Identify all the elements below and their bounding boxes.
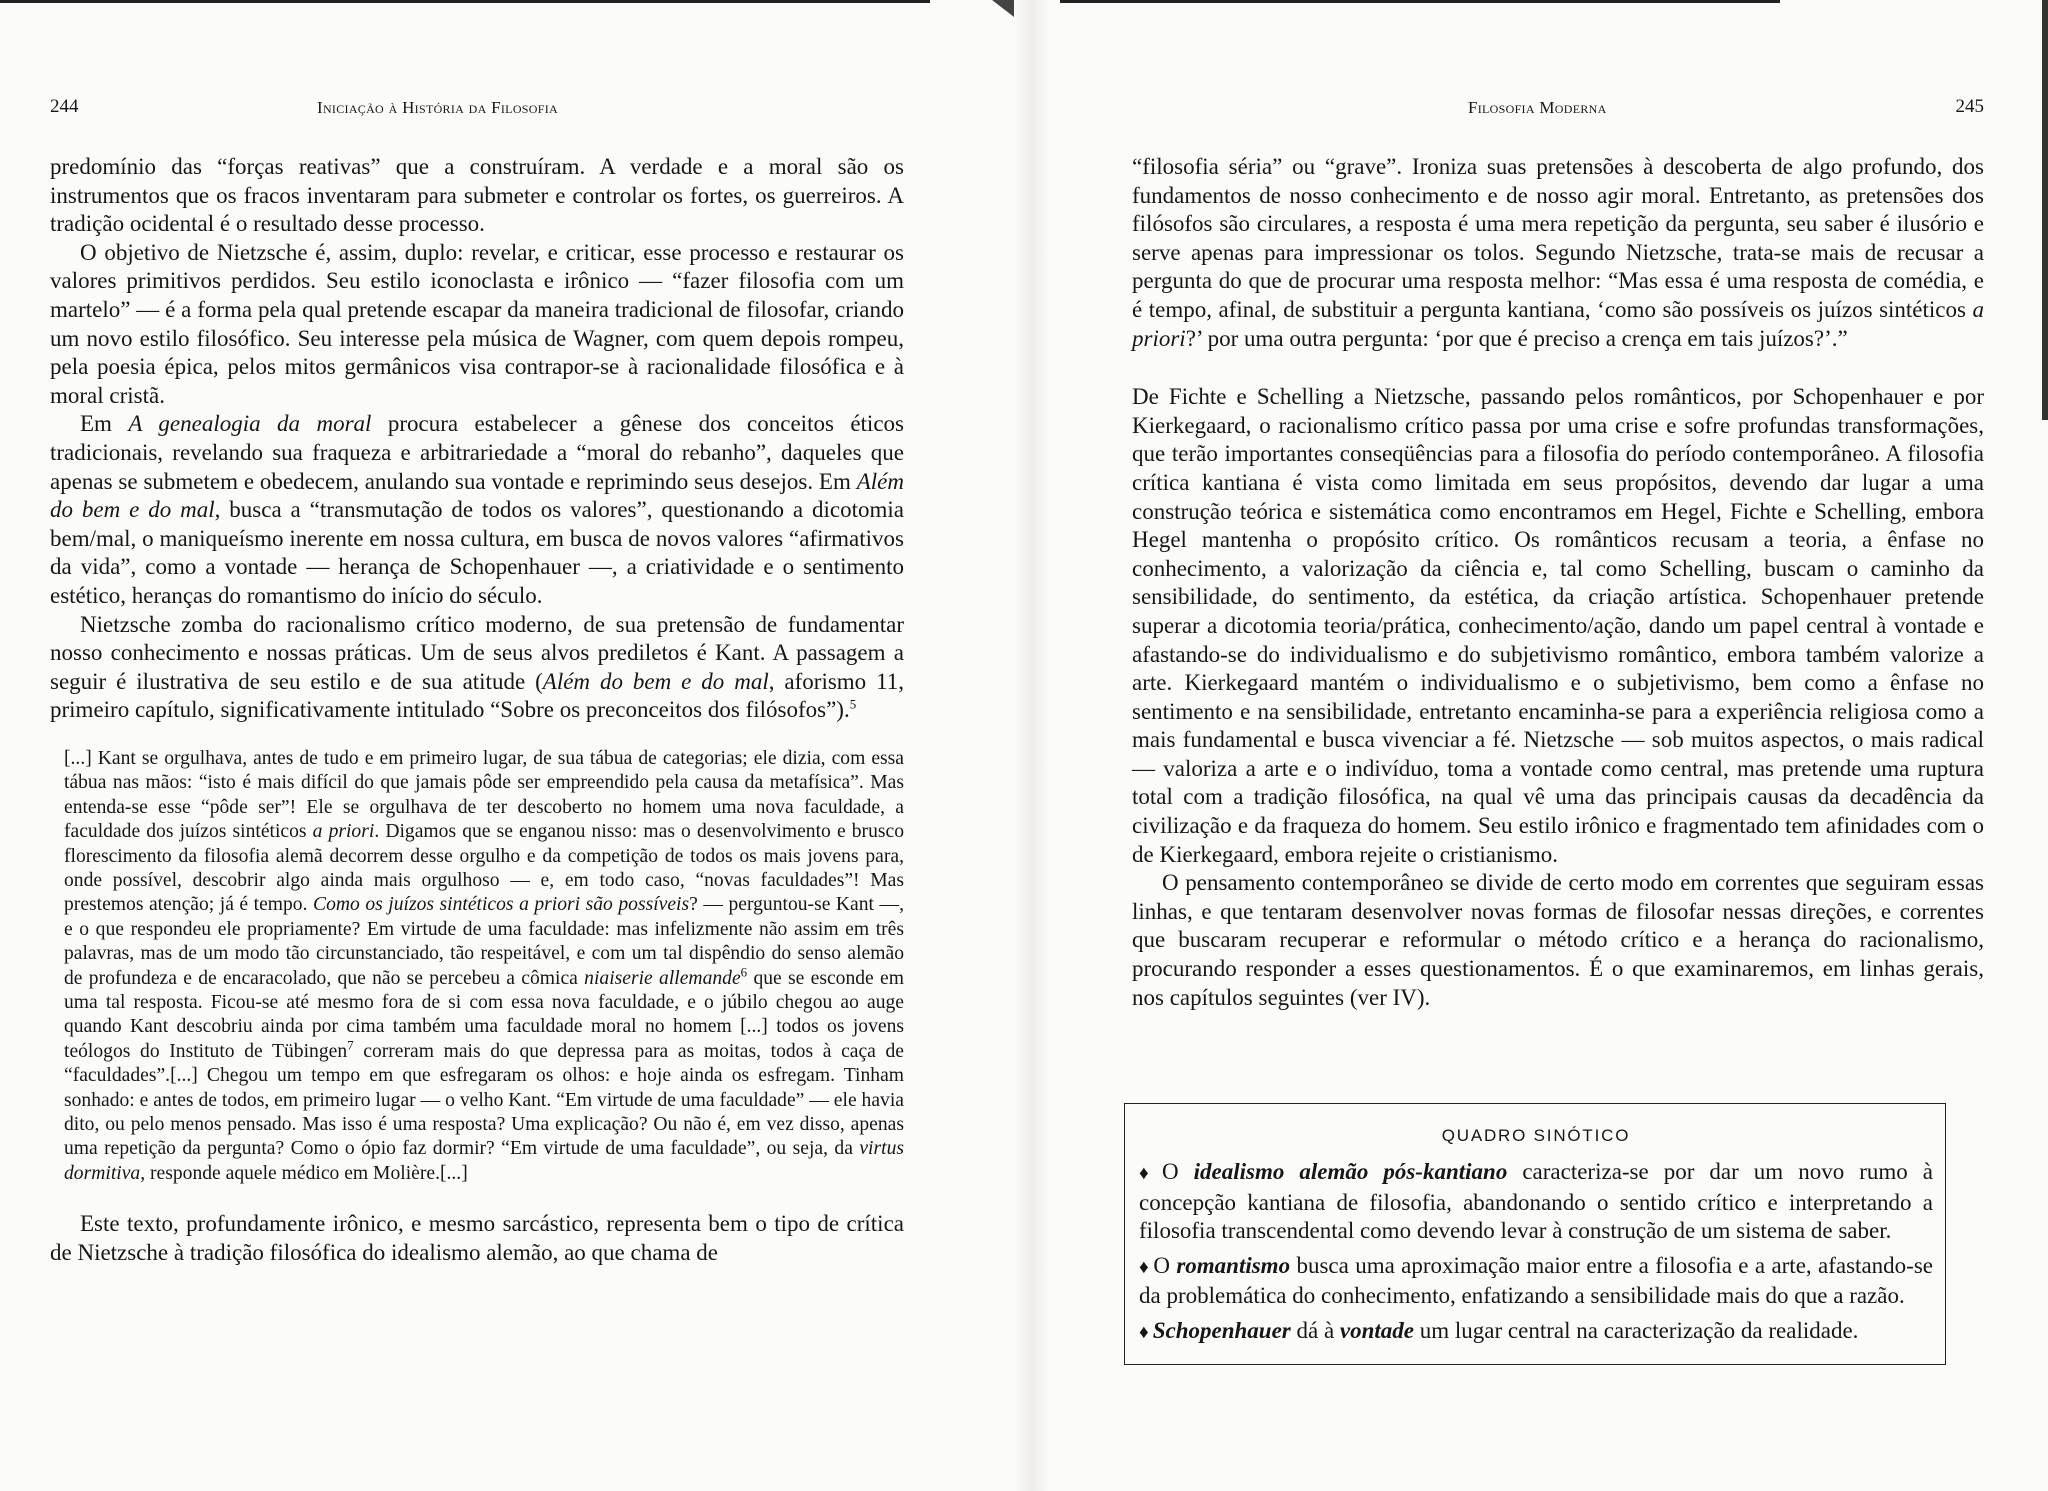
- text-run: , busca a “transmutação de todos os valores”, questionando a dicotomia bem/mal, o maniqueísmo inerente em nossa cultura, em busca de novos valores “afirmativos da vida”, como a vontade — herança de Schopenhauer —, a criatividade e o sentimento estético, heranças do romantismo do início do século.: [50, 497, 905, 608]
- italic-term: niaiserie allemande: [584, 967, 741, 989]
- text-run: procura estabelecer a gênese dos conceitos éticos tradicionais, revelando sua fraqueza e arbitrariedade a “moral do rebanho”, daqueles que apenas se submetem e obedecem, anulando sua vontade e reprimindo seus desejos. Em: [50, 411, 904, 494]
- paragraph: [50, 410, 904, 610]
- text-run: “filosofia séria” ou “grave”. Ironiza suas pretensões à descoberta de algo profundo, dos fundamentos de nosso conhecimento e de nosso agir moral. Entretanto, as pretensões dos filósofos são circulares, a resposta é uma mera repetição da pergunta, seu saber é ilusório e serve apenas para impressionar os tolos. Segundo Nietzsche, trata-se mais de recusar a pergunta do que de procurar uma resposta melhor: “Mas essa é uma resposta de comédia, e é tempo, afinal, de substituir a pergunta kantiana, ‘como são possíveis os juízos sintéticos: [1132, 154, 1984, 322]
- footnote-marker: 6: [740, 964, 748, 979]
- left-running-head: [50, 96, 904, 122]
- text-run: correram mais do que depressa para as moitas, todos à caça de “faculdades”.[...] Chegou um tempo em que esfregaram os olhos: e hoje ainda os esfregam. Tinham sonhado: e antes de todos, em primeiro lugar — o velho Kant. “Em virtude de uma faculdade” — ele havia dito, ou pelo menos pensado. Mas isso é uma resposta? Uma explicação? Ou não é, em vez disso, apenas uma repetição da pergunta? Como o ópio faz dormir? “Em virtude de uma faculdade”, ou seja, da: [64, 1040, 904, 1160]
- key-term: vontade: [1339, 1317, 1415, 1343]
- diamond-bullet-icon: ♦: [1139, 1321, 1149, 1343]
- section-break: [1132, 353, 1984, 383]
- running-title: Filosofia Moderna: [1468, 98, 1607, 117]
- text-run: ? — perguntou-se Kant —, e o que respondeu ele propriamente? Em virtude de uma faculdade: mas infelizmente não assim em três palavras, mas de um modo tão circunstanciado, tão respeitável, e com um tal dispêndio do senso alemão de profundeza e de encaracolado, que não se percebeu a cômica: [64, 894, 905, 989]
- italic-term: Como os juízos sintéticos a priori são possíveis: [313, 894, 690, 916]
- text-run: caracteriza-se por dar um novo rumo à concepção kantiana de filosofia, abandonando o sentido crítico e interpretando a filosofia transcendental como devendo levar à construção de um sistema de saber.: [1139, 1159, 1933, 1244]
- text-run: um lugar central na caracterização da realidade.: [1414, 1317, 1859, 1343]
- paragraph: Este texto, profundamente irônico, e mesmo sarcástico, representa bem o tipo de crítica de Nietzsche à tradição filosófica do idealismo alemão, ao que chama de: [50, 1211, 904, 1265]
- text-run: [...] Kant se orgulhava, antes de tudo e em primeiro lugar, de sua tábua de categorias; ele dizia, com essa tábua nas mãos: “isto é mais difícil do que jamais pôde ser empreendido pela causa da metafísica”. Mas entenda-se esse “pôde ser”! Ele se orgulhava de ter descoberto no homem uma nova faculdade, a faculdade dos juízos sintéticos: [64, 747, 904, 843]
- text-run: . Digamos que se enganou nisso: mas o desenvolvimento e brusco florescimento da filosofia alemã decorrem desse orgulho e da competição de todos os mais jovens para, onde possível, descobrir algo ainda mais orgulhoso — e, em todo caso, “novas faculdades”! Mas prestemos atenção; já é tempo.: [64, 821, 905, 916]
- page-edge-shadow: [2042, 0, 2048, 420]
- book-title: Além do bem e do mal: [50, 468, 904, 523]
- italic-term: a priori: [1132, 296, 1984, 351]
- text-run: Em: [80, 411, 129, 437]
- key-term: romantismo: [1176, 1252, 1291, 1278]
- block-quote: [64, 747, 904, 1186]
- text-run: , aforismo 11, primeiro capítulo, significativamente intitulado “Sobre os preconceitos dos filósofos”).: [50, 668, 905, 723]
- paragraph: predomínio das “forças reativas” que a construíram. A verdade e a moral são os instrumentos que os fracos inventaram para submeter e controlar os fortes, os guerreiros. A tradição ocidental é o resultado desse processo.: [50, 154, 904, 237]
- text-run: ?’ por uma outra pergunta: ‘por que é preciso a crença em tais juízos?’.”: [1185, 325, 1848, 351]
- right-running-head: [1132, 96, 1984, 122]
- text-run: dá à: [1290, 1317, 1340, 1343]
- text-run: que se esconde em uma tal resposta. Ficou-se até mesmo fora de si com essa nova faculdade, e o júbilo chegou ao auge quando Kant descobriu ainda por cima também uma faculdade moral no homem [...] todos os jovens teólogos do Instituto de Tübingen: [64, 967, 904, 1062]
- key-term: Schopenhauer: [1152, 1317, 1291, 1343]
- text-run: O: [1161, 1159, 1194, 1184]
- left-page: [50, 0, 904, 1491]
- box-title: QUADRO SINÓTICO: [1441, 1126, 1631, 1145]
- diamond-bullet-icon: ♦: [1139, 1256, 1150, 1278]
- paragraph: [50, 611, 904, 725]
- running-title: Iniciação à História da Filosofia: [317, 98, 558, 117]
- paragraph: [1132, 153, 1984, 353]
- diamond-bullet-icon: ♦: [1139, 1163, 1158, 1184]
- synoptic-box: [1124, 1103, 1946, 1365]
- italic-term: virtus dormitiva: [64, 1138, 904, 1184]
- box-item: [1139, 1317, 1933, 1348]
- page-number: 245: [1955, 96, 1984, 117]
- book-title: A genealogia da moral: [128, 411, 372, 437]
- paragraph: De Fichte e Schelling a Nietzsche, passando pelos românticos, por Schopenhauer e por Kierkegaard, o racionalismo crítico passa por uma crise e sofre profundas transformações, que terão importantes conseqüências para a filosofia do período contemporâneo. A filosofia crítica kantiana é vista como limitada em seus propósitos, devendo dar lugar a uma construção teórica e sistemática como encontramos em Hegel, Fichte e Schelling, embora Hegel mantenha o propósito crítico. Os românticos recusam a teoria, a ênfase no conhecimento, a valorização da ciência e, tal como Schelling, buscam o caminho da sensibilidade, do sentimento, da estética, da criação artística. Schopenhauer pretende superar a dicotomia teoria/prática, conhecimento/ação, dando um papel central à vontade e afastando-se do individualismo e do subjetivismo romântico, embora também valorize a arte. Kierkegaard mantém o individualismo e o subjetivismo, bem como a ênfase no sentimento e na sensibilidade, entretanto encaminha-se para a experiência religiosa como a mais fundamental e busca vivenciar a fé. Nietzsche — sob muitos aspectos, o mais radical — valoriza a arte e o indivíduo, toma a vontade como central, mas pretende uma ruptura total com a tradição filosófica, na qual vê uma das principais causas da decadência da civilização e da fraqueza do homem. Seu estilo irônico e fragmentado tem afinidades com o de Kierkegaard, embora rejeite o cristianismo.: [1132, 384, 1984, 867]
- box-item: [1139, 1252, 1933, 1311]
- text-run: Nietzsche zomba do racionalismo crítico moderno, de sua pretensão de fundamentar nosso conhecimento e nossas práticas. Um de seus alvos prediletos é Kant. A passagem a seguir é ilustrativa de seu estilo e de sua atitude (: [50, 611, 904, 694]
- paragraph: O objetivo de Nietzsche é, assim, duplo: revelar, e criticar, esse processo e restaurar os valores primitivos perdidos. Seu estilo iconoclasta e irônico — “fazer filosofia com um martelo” — é a forma pela qual pretende escapar da maneira tradicional de filosofar, criando um novo estilo filosófico. Seu interesse pela música de Wagner, com quem depois rompeu, pela poesia épica, pelos mitos germânicos visa contrapor-se à racionalidade filosófica e à moral cristã.: [50, 239, 904, 408]
- book-gutter: [1014, 0, 1050, 1491]
- right-page: [1132, 0, 1984, 1491]
- page-number: 244: [50, 96, 79, 117]
- right-page-body: [1132, 153, 1984, 1012]
- text-run: O: [1153, 1252, 1177, 1278]
- text-run: , responde aquele médico em Molière.[...]: [140, 1162, 468, 1184]
- key-term: idealismo alemão pós-kantiano: [1193, 1159, 1508, 1184]
- footnote-marker: 7: [347, 1037, 354, 1053]
- text-run: busca uma aproximação maior entre a filosofia e a arte, afastando-se da problemática do conhecimento, enfatizando a sensibilidade mais do que a razão.: [1139, 1252, 1933, 1309]
- box-item: [1139, 1158, 1933, 1246]
- left-page-body: [50, 153, 904, 1267]
- footnote-marker: 5: [849, 696, 857, 712]
- paragraph: O pensamento contemporâneo se divide de certo modo em correntes que seguiram essas linhas, e que tentaram desenvolver novas formas de filosofar nessas direções, e correntes que buscaram recuperar e reformular o método crítico e a herança do racionalismo, procurando responder a esses questionamentos. É o que examinaremos, em linhas gerais, nos capítulos seguintes (ver IV).: [1132, 870, 1984, 1010]
- book-title: Além do bem e do mal: [542, 668, 769, 694]
- italic-term: a priori: [312, 821, 375, 843]
